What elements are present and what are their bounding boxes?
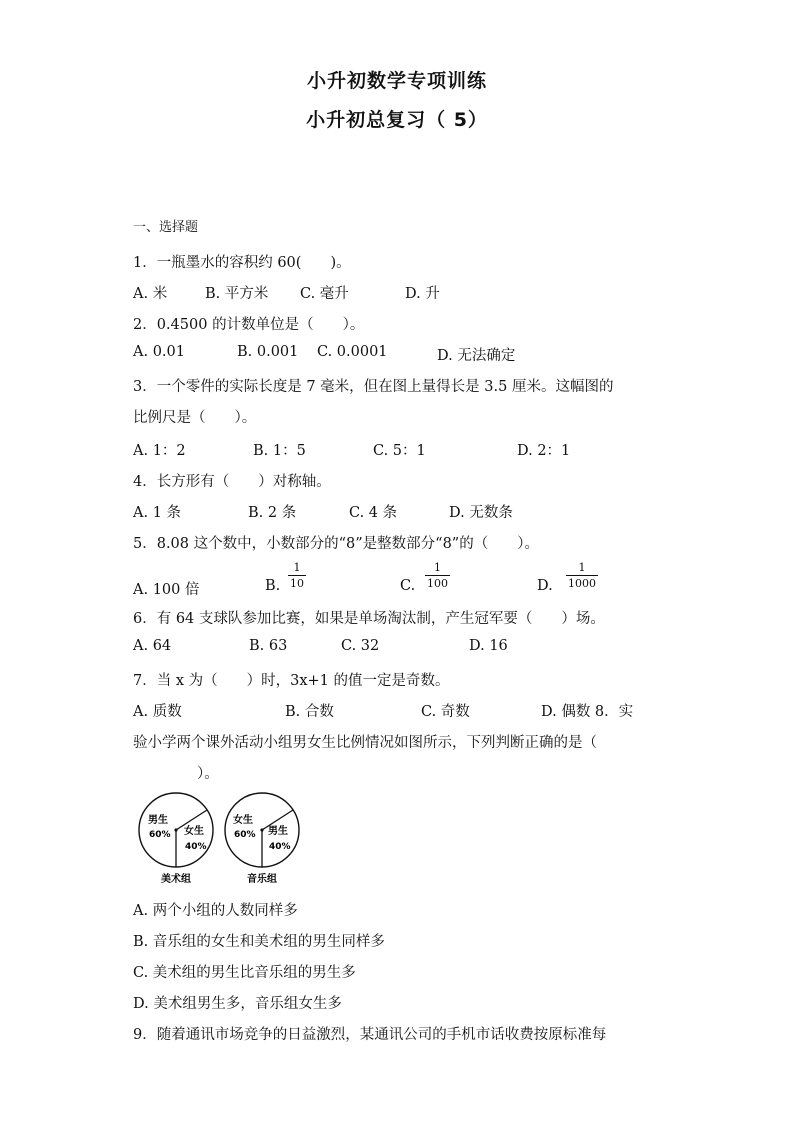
q3-option-c: C. 5：1 [373,443,426,459]
pie-charts-figure [135,790,305,886]
q7-option-a: A. 质数 [133,704,182,720]
q4-option-b: B. 2 条 [248,505,297,521]
q4-option-a: A. 1 条 [133,505,182,521]
q3-option-a: A. 1：2 [133,443,186,459]
q2-option-a: A. 0.01 [133,344,185,360]
fraction-denominator: 100 [427,577,448,590]
q2-option-b: B. 0.001 [237,344,299,360]
fraction-numerator: 1 [293,561,301,574]
q5-option-a: A. 100 倍 [133,582,200,598]
page-title: 小升初数学专项训练 [306,70,487,92]
q5-option-d-fraction [566,561,598,590]
q7-option-b: B. 合数 [285,704,334,720]
question-6-stem: 6．有 64 支球队参加比赛，如果是单场淘汰制，产生冠军要（ ）场。 [133,611,605,627]
left-pie-pct-2: 40% [185,842,207,852]
q5-option-b-label: B. [265,578,281,594]
right-pie-pct-1: 60% [234,830,256,840]
question-7-stem: 7．当 x 为（ ）时，3x+1 的值一定是奇数。 [133,673,450,689]
q5-option-c-label: C. [400,578,416,594]
right-pie-label-2: 男生 [268,826,288,837]
question-2-stem: 2．0.4500 的计数单位是（ ）。 [133,317,365,333]
q8-option-c: C. 美术组的男生比音乐组的男生多 [133,965,356,981]
left-pie-label-2: 女生 [184,826,204,837]
q6-option-a: A. 64 [133,638,172,654]
left-pie-pct-1: 60% [149,830,171,840]
q1-option-d: D. 升 [405,286,440,302]
right-pie-pct-2: 40% [269,842,291,852]
q5-option-d-label: D. [537,578,553,594]
q7-option-c: C. 奇数 [421,704,470,720]
page-subtitle: 小升初总复习（ 5） [306,109,488,131]
fraction-denominator: 1000 [568,577,596,590]
q1-option-c: C. 毫升 [300,286,349,302]
right-pie-caption: 音乐组 [247,874,277,885]
question-9-stem: 9．随着通讯市场竞争的日益激烈，某通讯公司的手机市话收费按原标准每 [133,1027,607,1043]
q3-option-b: B. 1：5 [253,443,306,459]
left-pie-caption: 美术组 [161,874,191,885]
left-pie-label-1: 男生 [148,815,168,826]
fraction-numerator: 1 [578,561,586,574]
question-3-stem-line2: 比例尺是（ ）。 [133,410,257,426]
question-8-stem-line1: 验小学两个课外活动小组男女生比例情况如图所示，下列判断正确的是（ [133,735,597,751]
right-pie-label-1: 女生 [233,815,253,826]
q8-option-d: D. 美术组男生多，音乐组女生多 [133,996,342,1012]
q3-option-d: D. 2：1 [517,443,571,459]
q1-option-a: A. 米 [133,286,168,302]
fraction-denominator: 10 [290,577,304,590]
fraction-numerator: 1 [434,561,441,574]
question-5-stem: 5．8.08 这个数中，小数部分的“8”是整数部分“8”的（ ）。 [133,536,539,552]
q5-option-c-fraction [425,561,450,590]
q8-option-a: A. 两个小组的人数同样多 [133,903,298,919]
q5-option-b-fraction [288,561,306,590]
section-heading: 一、选择题 [133,220,199,235]
q2-option-d: D. 无法确定 [437,348,516,364]
fraction-bar [425,575,450,576]
q4-option-c: C. 4 条 [349,505,398,521]
q6-option-d: D. 16 [469,638,508,654]
q6-option-b: B. 63 [249,638,288,654]
q8-option-b: B. 音乐组的女生和美术组的男生同样多 [133,934,385,950]
q7-option-d: D. 偶数 8．实 [541,704,634,720]
pie-chart-art-group [139,793,213,885]
question-3-stem-line1: 3．一个零件的实际长度是 7 毫米，但在图上量得长是 3.5 厘米。这幅图的 [133,379,614,395]
q6-option-c: C. 32 [341,638,380,654]
q1-option-b: B. 平方米 [205,286,269,302]
fraction-bar [288,575,306,576]
fraction-bar [566,575,598,576]
q4-option-d: D. 无数条 [449,505,513,521]
question-1-stem: 1．一瓶墨水的容积约 60( )。 [133,255,351,271]
question-8-stem-line2: ）。 [197,766,219,782]
q2-option-c: C. 0.0001 [317,344,388,360]
question-4-stem: 4．长方形有（ ）对称轴。 [133,474,331,490]
pie-chart-music-group [225,793,299,885]
